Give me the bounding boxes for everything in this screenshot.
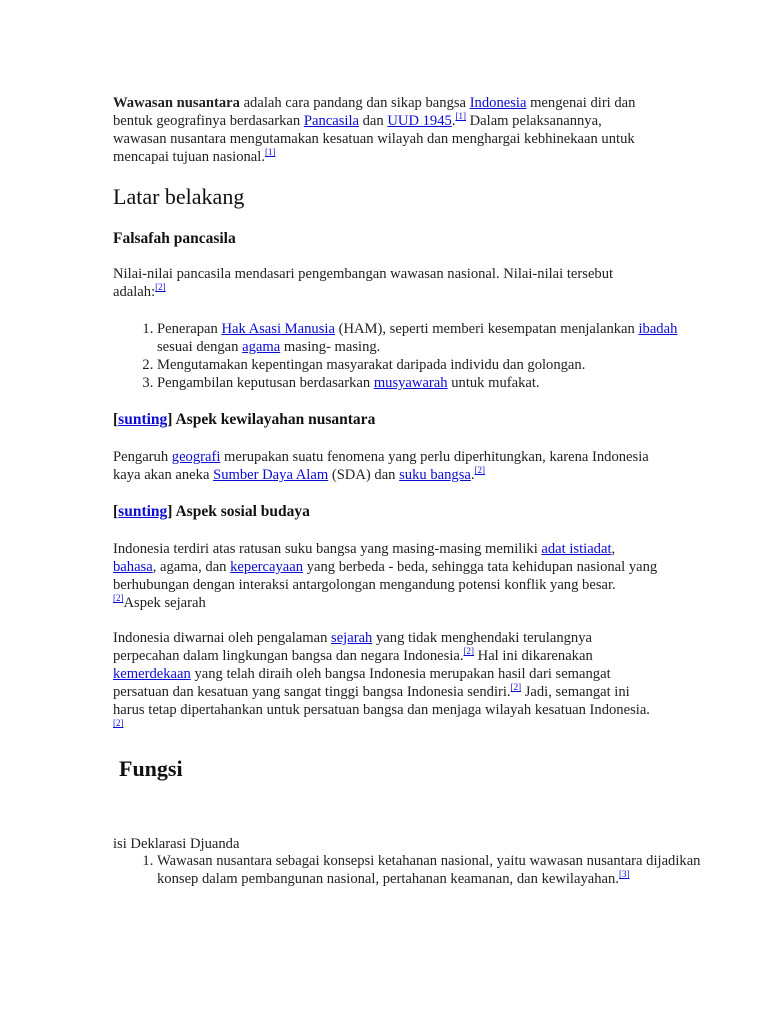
edit-link[interactable]: sunting: [118, 411, 168, 428]
note-deklarasi-djuanda: isi Deklarasi Djuanda: [113, 836, 240, 852]
list-item: 2. Mengutamakan kepentingan masyarakat daripada individu dan golongan.: [157, 356, 702, 374]
paragraph-sosial-budaya: Indonesia terdiri atas ratusan suku bangsa yang masing-masing memiliki adat istiadat, bahasa, agama, dan kepercayaan yang berbeda - beda, sehingga tata kehidupan nasional yang berhubungan dengan interaksi antargolongan mengandung potensi konflik yang besar.[2]Aspek sejarah: [113, 541, 658, 611]
intro-paragraph: Wawasan nusantara adalah cara pandang dan sikap bangsa Indonesia mengenai diri dan bentuk geografinya berdasarkan Pancasila dan UUD 1945.[1] Dalam pelaksanannya, wawasan nusantara mengutamakan kesatuan wilayah dan menghargai kebhinekaan untuk mencapai tujuan nasional.[1]: [113, 95, 636, 165]
citation-link[interactable]: [1]: [264, 147, 276, 157]
citation-link[interactable]: [2]: [463, 646, 475, 656]
heading-latar-belakang: Latar belakang: [113, 184, 245, 209]
citation-link[interactable]: [2]: [155, 282, 166, 292]
list-item: 3. Pengambilan keputusan berdasarkan musyawarah untuk mufakat.: [157, 374, 702, 392]
list-item: 1. Wawasan nusantara sebagai konsepsi ketahanan nasional, yaitu wawasan nusantara dijadikan konsep dalam pembangunan nasional, pertahanan keamanan, dan kewilayahan.[3]: [157, 852, 702, 888]
link-agama[interactable]: agama: [242, 339, 281, 355]
link-suku-bangsa[interactable]: suku bangsa: [399, 467, 471, 483]
subheading-aspek-sosial-budaya: [sunting] Aspek sosial budaya: [113, 503, 310, 520]
link-ibadah[interactable]: ibadah: [638, 321, 678, 337]
link-sejarah[interactable]: sejarah: [331, 630, 373, 646]
list-nilai-pancasila: [113, 320, 702, 392]
citation-link[interactable]: [2]: [474, 465, 486, 475]
paragraph-kewilayahan: Pengaruh geografi merupakan suatu fenomena yang perlu diperhitungkan, karena Indonesia kaya akan aneka Sumber Daya Alam (SDA) dan suku bangsa.[2]: [113, 449, 649, 483]
subheading-falsafah-pancasila: Falsafah pancasila: [113, 230, 236, 247]
link-kepercayaan[interactable]: kepercayaan: [230, 559, 304, 575]
link-pancasila[interactable]: Pancasila: [303, 113, 359, 129]
citation-link[interactable]: [1]: [455, 111, 466, 121]
citation-link[interactable]: [2]: [113, 593, 124, 603]
citation-link[interactable]: [2]: [113, 718, 124, 728]
citation-link[interactable]: [3]: [618, 869, 630, 879]
link-bahasa[interactable]: bahasa: [113, 559, 153, 575]
citation-link[interactable]: [2]: [510, 682, 522, 692]
paragraph-nilai-pancasila: Nilai-nilai pancasila mendasari pengembangan wawasan nasional. Nilai-nilai tersebut adalah:[2]: [113, 266, 614, 300]
link-musyawarah[interactable]: musyawarah: [373, 375, 448, 391]
paragraph-sejarah: Indonesia diwarnai oleh pengalaman sejarah yang tidak menghendaki terulangnya perpecahan dalam lingkungan bangsa dan negara Indonesia.[2] Hal ini dikarenakan kemerdekaan yang telah diraih oleh bangsa Indonesia merupakan hasil dari semangat persatuan dan kesatuan yang sangat tinggi bangsa Indonesia sendiri.[2] Jadi, semangat ini harus tetap dipertahankan untuk persatuan bangsa dan menjaga wilayah kesatuan Indonesia.[2]: [113, 630, 650, 728]
subheading-aspek-kewilayahan: [sunting] Aspek kewilayahan nusantara: [113, 411, 376, 428]
link-adat-istiadat[interactable]: adat istiadat: [541, 541, 612, 557]
link-uud-1945[interactable]: UUD 1945: [387, 113, 452, 129]
intro-term: Wawasan nusantara: [113, 95, 240, 111]
link-indonesia[interactable]: Indonesia: [469, 95, 527, 111]
link-kemerdekaan[interactable]: kemerdekaan: [113, 666, 191, 682]
heading-fungsi: Fungsi: [119, 756, 183, 781]
link-sumber-daya-alam[interactable]: Sumber Daya Alam: [213, 467, 329, 483]
link-geografi[interactable]: geografi: [171, 449, 221, 465]
edit-link[interactable]: sunting: [118, 503, 168, 520]
list-fungsi: [113, 852, 702, 888]
list-item: 1. Penerapan Hak Asasi Manusia (HAM), seperti memberi kesempatan menjalankan ibadah sesuai dengan agama masing- masing.: [157, 320, 702, 356]
link-hak-asasi-manusia[interactable]: Hak Asasi Manusia: [221, 321, 335, 337]
